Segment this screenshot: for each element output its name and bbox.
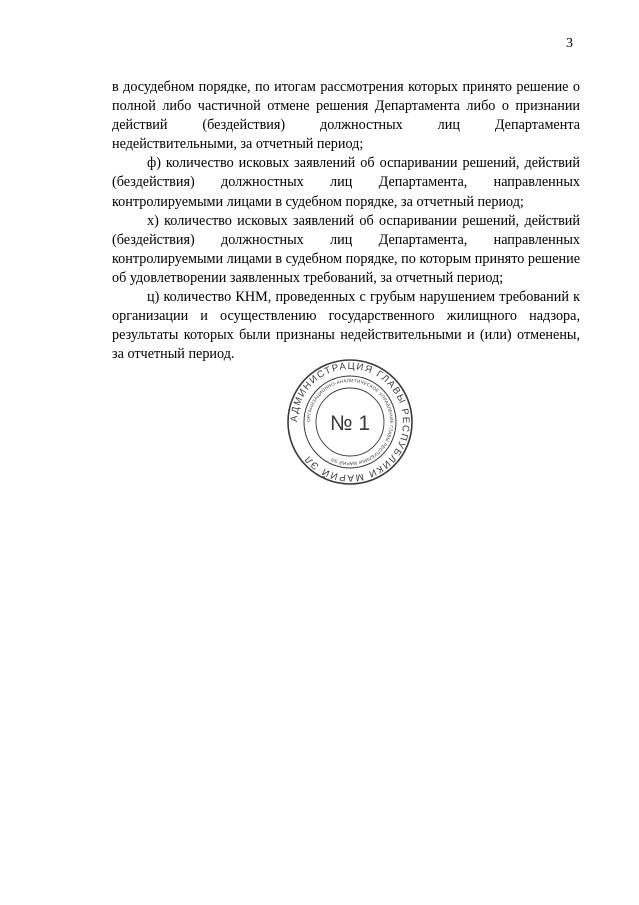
seal-inner-text: ОРГАНИЗАЦИОННО-АНАЛИТИЧЕСКОЕ УПРАВЛЕНИЕ ГЛАВЫ РЕСПУБЛИКИ МАРИЙ ЭЛ: [305, 377, 395, 467]
page-number: 3: [566, 36, 573, 51]
paragraph-item-kh: х) количество исковых заявлений об оспаривании решений, действий (бездействия) должностных лиц Департамента, направленных контролируемыми лицами в судебном порядке, по которым принято решение об удовлетворении заявленных требований, за отчетный период;: [112, 212, 580, 286]
paragraph-continuation: в досудебном порядке, по итогам рассмотрения которых принято решение о полной либо частичной отмене решения Департамента либо о признании действий (бездействия) должностных лиц Департамента недействительными, за отчетный период;: [112, 79, 580, 153]
paragraph-item-f: ф) количество исковых заявлений об оспаривании решений, действий (бездействия) должностных лиц Департамента, направленных контролируемыми лицами в судебном порядке, за отчетный период;: [112, 155, 580, 210]
document-body: [112, 78, 580, 364]
paragraph-item-ts: ц) количество КНМ, проведенных с грубым нарушением требований к организации и осуществлению государственного жилищного надзора, результаты которых были признаны недействительными и (или) отменены, за отчетный период.: [112, 289, 580, 363]
official-seal: [286, 358, 414, 486]
seal-number-text: № 1: [329, 412, 371, 435]
seal-outer-text: АДМИНИСТРАЦИЯ ГЛАВЫ РЕСПУБЛИКИ МАРИЙ ЭЛ: [288, 360, 412, 484]
